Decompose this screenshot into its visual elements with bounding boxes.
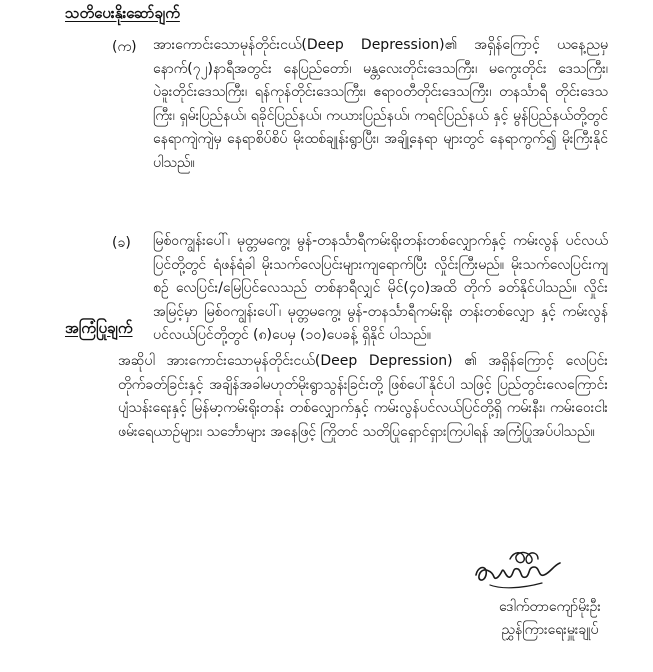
warning-item-ka: အားကောင်းသောမုန်တိုင်းငယ်(Deep Depression)၏ အရှိန်ကြောင့် ယနေ့ညမှ နောက်(၇၂)နာရီအတွင်း နေပြည်တော်၊ မန္တလေးတိုင်းဒေသကြီး၊ မကွေးတိုင်း ဒေသကြီး၊ ပဲခူးတိုင်းဒေသကြီး၊ ရန်ကုန်တိုင်းဒေသကြီး၊ ဧရာဝတီတိုင်းဒေသကြီး၊ တနင်္သာရီ တိုင်းဒေသကြီး၊ ရှမ်းပြည်နယ်၊ ရခိုင်ပြည်နယ်၊ ကယားပြည်နယ်၊ ကရင်ပြည်နယ် နှင့် မွန်ပြည်နယ်တို့တွင် နေရာကျဲကျဲမှ နေရာစိပ်စိပ် မိုးထစ်ချုန်းရွာပြီး၊ အချို့နေရာ များတွင် နေရာကွက်၍ မိုးကြီးနိုင်ပါသည်။ <box>153 37 608 171</box>
item-marker-kha: (ခ) <box>112 235 131 251</box>
signatory-block <box>465 596 635 642</box>
item-marker-ka: (က) <box>112 39 137 55</box>
advice-paragraph: အဆိုပါ အားကောင်းသောမုန်တိုင်းငယ်(Deep Depression) ၏ အရှိန်ကြောင့် လေပြင်းတိုက်ခတ်ခြင်းနှင့် အချိန်အခါမဟုတ်မိုးရွာသွန်းခြင်းတို့ ဖြစ်ပေါ်နိုင်ပါ သဖြင့် ပြည်တွင်းလေကြောင်းပျံသန်းရေးနှင့် မြန်မာ့ကမ်းရိုးတန်း တစ်လျှောက်နှင့် ကမ်းလွန်ပင်လယ်ပြင်တို့ရှိ ကမ်းနီး၊ ကမ်းဝေးငါးဖမ်းရေယာဉ်များ၊ သင်္ဘောများ အနေဖြင့် ကြိုတင် သတိပြုရှောင်ရှားကြပါရန် အကြံပြုအပ်ပါသည်။ <box>118 353 608 440</box>
signature <box>470 545 565 595</box>
signatory-name: ဒေါက်တာကျော်မိုးဦး <box>498 599 601 615</box>
signatory-title: ညွှန်ကြားရေးမှူးချုပ် <box>501 622 599 638</box>
warning-heading: သတိပေးနိုးဆော်ချက် <box>65 4 180 22</box>
warning-item-kha: မြစ်ဝကျွန်းပေါ်၊ မုတ္တမကွေ့၊ မွန်-တနင်္သာရီကမ်းရိုးတန်းတစ်လျှောက်နှင့် ကမ်းလွန် ပင်လယ်ပြင်တို့တွင် ရံဖန်ရံခါ မိုးသက်လေပြင်းများကျရောက်ပြီး လှိုင်းကြီးမည်။ မိုးသက်လေပြင်းကျစဉ် လေပြင်း/မြေပြင်လေသည် တစ်နာရီလျှင် မိုင်(၄၀)အထိ တိုက် ခတ်နိုင်ပါသည်။ လှိုင်းအမြင့်မှာ မြစ်ဝကျွန်းပေါ်၊ မုတ္တမကွေ့၊ မွန်-တနင်္သာရီကမ်းရိုး တန်းတစ်လျှော နှင့် ကမ်းလွန်ပင်လယ်ပြင်တို့တွင် (၈)ပေမှ (၁၀)ပေခန့် ရှိနိုင် ပါသည်။ <box>153 233 608 343</box>
advice-heading: အကြံပြုချက် <box>65 319 133 337</box>
